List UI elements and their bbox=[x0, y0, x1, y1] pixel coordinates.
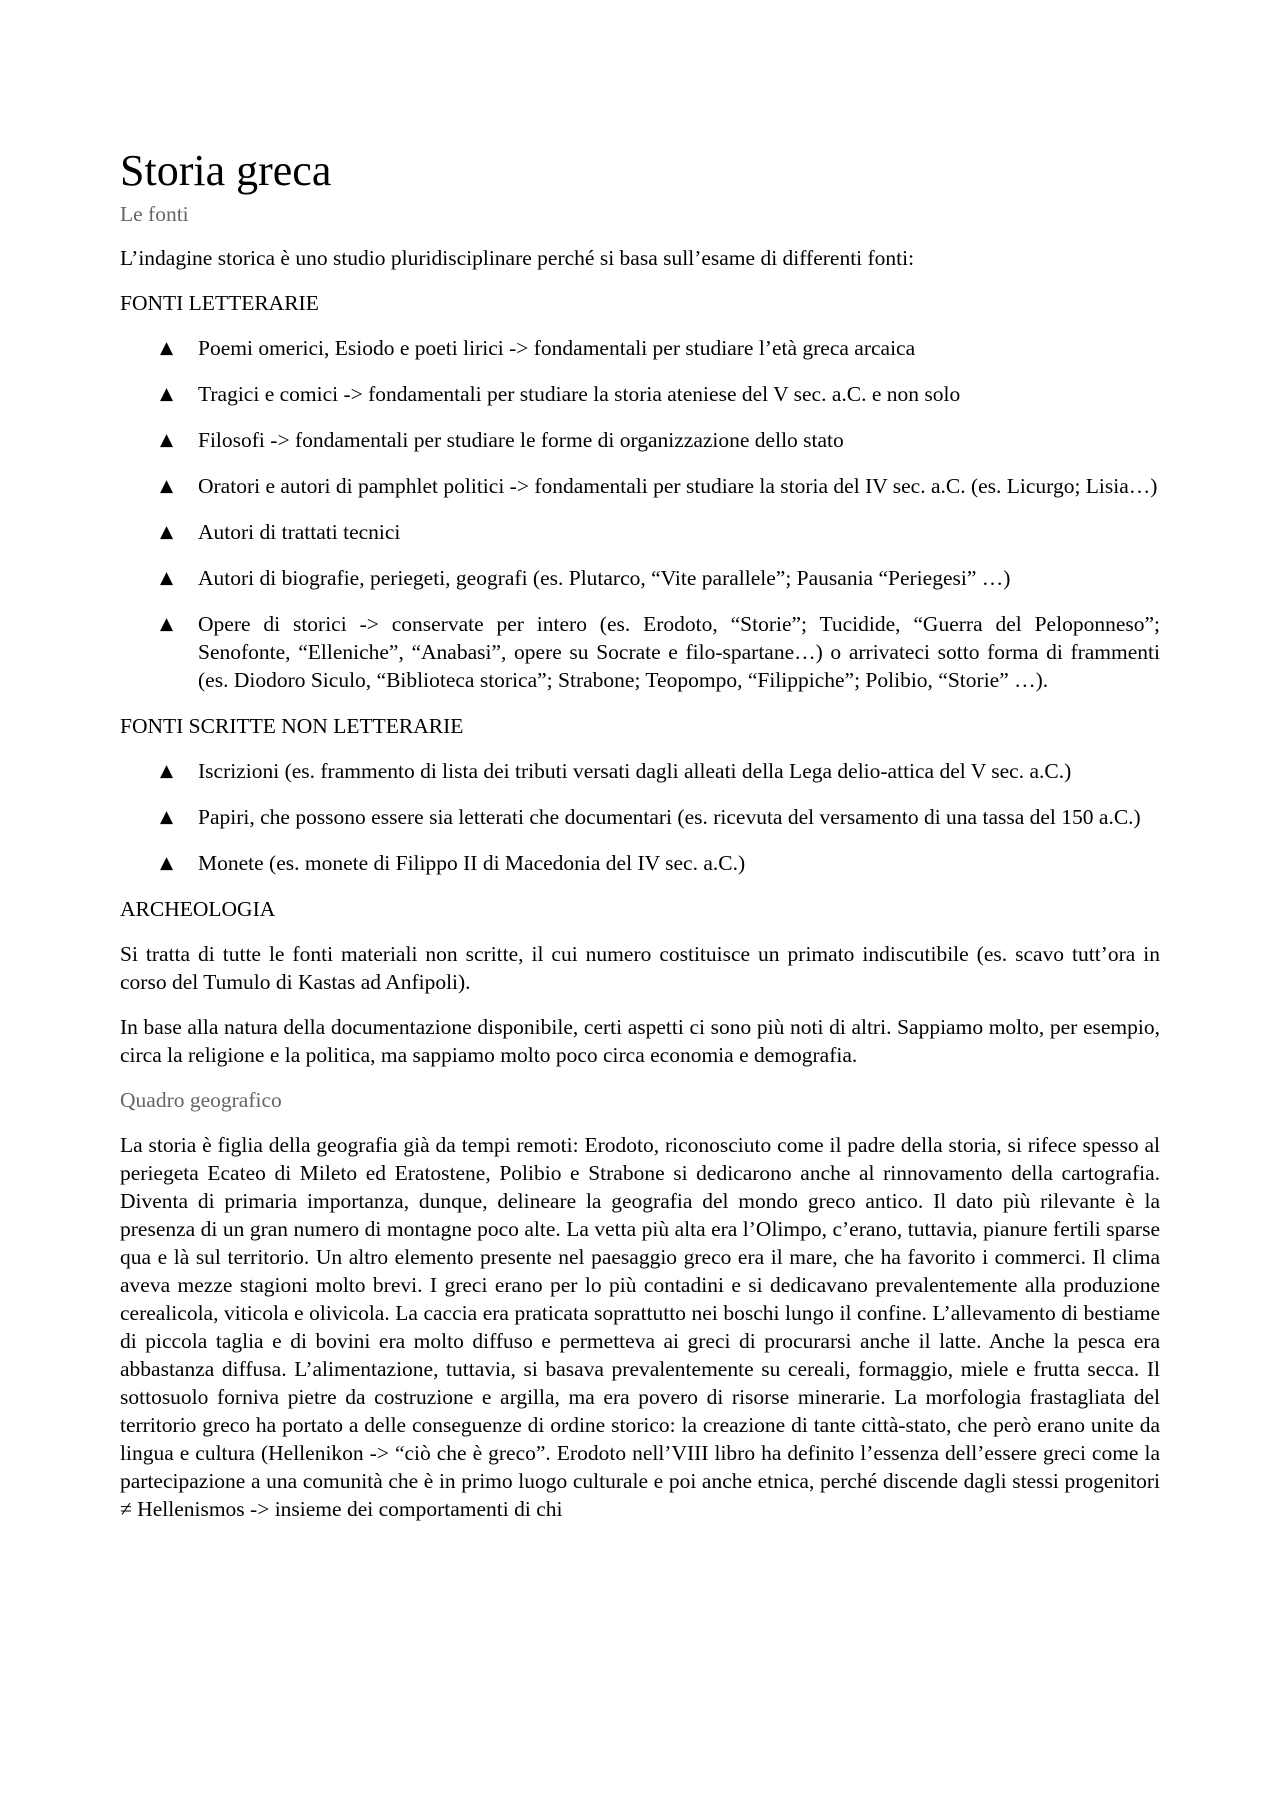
list-item bbox=[120, 757, 1160, 785]
triangle-bullet-icon: ▲ bbox=[160, 853, 174, 873]
list-item-text: Filosofi -> fondamentali per studiare le forme di organizzazione dello stato bbox=[198, 428, 844, 452]
triangle-bullet-icon: ▲ bbox=[160, 761, 174, 781]
list-item-text: Monete (es. monete di Filippo II di Macedonia del IV sec. a.C.) bbox=[198, 851, 746, 875]
heading-quadro-geografico: Quadro geografico bbox=[120, 1088, 282, 1112]
triangle-bullet-icon: ▲ bbox=[160, 476, 174, 496]
list-item-text: Papiri, che possono essere sia letterati che documentari (es. ricevuta del versamento di una tassa del 150 a.C.) bbox=[198, 805, 1141, 829]
heading-fonti-scritte: FONTI SCRITTE NON LETTERARIE bbox=[120, 714, 464, 738]
list-item bbox=[120, 472, 1160, 500]
list-item-text: Oratori e autori di pamphlet politici -> fondamentali per studiare la storia del IV sec. a.C. (es. Licurgo; Lisia…) bbox=[198, 474, 1158, 498]
list-item-text: Opere di storici -> conservate per intero (es. Erodoto, “Storie”; Tucidide, “Guerra del Peloponneso”; Senofonte, “Elleniche”, “Anabasi”, opere su Socrate e filo-spartane…) o arrivateci sotto forma di frammenti (es. Diodoro Siculo, “Biblioteca storica”; Strabone; Teopompo, “Filippiche”; Polibio, “Storie” …). bbox=[198, 612, 1160, 692]
list-item bbox=[120, 426, 1160, 454]
heading-fonti-letterarie: FONTI LETTERARIE bbox=[120, 291, 319, 315]
triangle-bullet-icon: ▲ bbox=[160, 807, 174, 827]
list-item-text: Autori di biografie, periegeti, geografi (es. Plutarco, “Vite parallele”; Pausania “Periegesi” …) bbox=[198, 566, 1011, 590]
list-item bbox=[120, 380, 1160, 408]
triangle-bullet-icon: ▲ bbox=[160, 430, 174, 450]
list-item bbox=[120, 849, 1160, 877]
list-item-text: Iscrizioni (es. frammento di lista dei tributi versati dagli alleati della Lega delio-attica del V sec. a.C.) bbox=[198, 759, 1072, 783]
triangle-bullet-icon: ▲ bbox=[160, 522, 174, 542]
list-item bbox=[120, 803, 1160, 831]
list-item bbox=[120, 334, 1160, 362]
documentazione-paragraph: In base alla natura della documentazione disponibile, certi aspetti ci sono più noti di altri. Sappiamo molto, per esempio, circa la religione e la politica, ma sappiamo molto poco circa economia e demografia. bbox=[120, 1015, 1160, 1067]
list-item-text: Autori di trattati tecnici bbox=[198, 520, 401, 544]
heading-archeologia: ARCHEOLOGIA bbox=[120, 897, 276, 921]
page-title: Storia greca bbox=[120, 146, 332, 195]
list-item-text: Tragici e comici -> fondamentali per studiare la storia ateniese del V sec. a.C. e non solo bbox=[198, 382, 961, 406]
triangle-bullet-icon: ▲ bbox=[160, 338, 174, 358]
list-item bbox=[120, 610, 1160, 694]
list-item bbox=[120, 518, 1160, 546]
list-item-text: Poemi omerici, Esiodo e poeti lirici -> fondamentali per studiare l’età greca arcaica bbox=[198, 336, 916, 360]
list-fonti-scritte bbox=[120, 757, 1160, 877]
quadro-geografico-paragraph: La storia è figlia della geografia già da tempi remoti: Erodoto, riconosciuto come il padre della storia, si rifece spesso al periegeta Ecateo di Mileto ed Eratostene, Polibio e Strabone si dedicarono anche al rinnovamento della cartografia. Diventa di primaria importanza, dunque, delineare la geografia del mondo greco antico. Il dato più rilevante è la presenza di un gran numero di montagne poco alte. La vetta più alta era l’Olimpo, c’erano, tuttavia, pianure fertili sparse qua e là sul territorio. Un altro elemento presente nel paesaggio greco era il mare, che ha favorito i commerci. Il clima aveva mezze stagioni molto brevi. I greci erano per lo più contadini e si dedicavano prevalentemente alla produzione cerealicola, viticola e olivicola. La caccia era praticata soprattutto nei boschi lungo il confine. L’allevamento di bestiame di piccola taglia e di bovini era molto diffuso e permetteva ai greci di procurarsi anche il latte. Anche la pesca era abbastanza diffusa. L’alimentazione, tuttavia, si basava prevalentemente su cereali, formaggio, miele e frutta secca. Il sottosuolo forniva pietre da costruzione e argilla, ma era povero di risorse minerarie. La morfologia frastagliata del territorio greco ha portato a delle conseguenze di ordine storico: la creazione di tante città-stato, che però erano unite da lingua e cultura (Hellenikon -> “ciò che è greco”. Erodoto nell’VIII libro ha definito l’essenza dell’essere greci come la partecipazione a una comunità che è in primo luogo culturale e poi anche etnica, perché discende dagli stessi progenitori ≠ Hellenismos -> insieme dei comportamenti di chi bbox=[120, 1133, 1160, 1521]
triangle-bullet-icon: ▲ bbox=[160, 384, 174, 404]
triangle-bullet-icon: ▲ bbox=[160, 614, 174, 634]
list-item bbox=[120, 564, 1160, 592]
intro-paragraph: L’indagine storica è uno studio pluridisciplinare perché si basa sull’esame di differenti fonti: bbox=[120, 246, 915, 270]
document-page bbox=[120, 146, 1160, 1523]
triangle-bullet-icon: ▲ bbox=[160, 568, 174, 588]
list-fonti-letterarie bbox=[120, 334, 1160, 694]
section-subtitle: Le fonti bbox=[120, 202, 189, 226]
archeologia-paragraph: Si tratta di tutte le fonti materiali non scritte, il cui numero costituisce un primato indiscutibile (es. scavo tutt’ora in corso del Tumulo di Kastas ad Anfipoli). bbox=[120, 942, 1160, 994]
